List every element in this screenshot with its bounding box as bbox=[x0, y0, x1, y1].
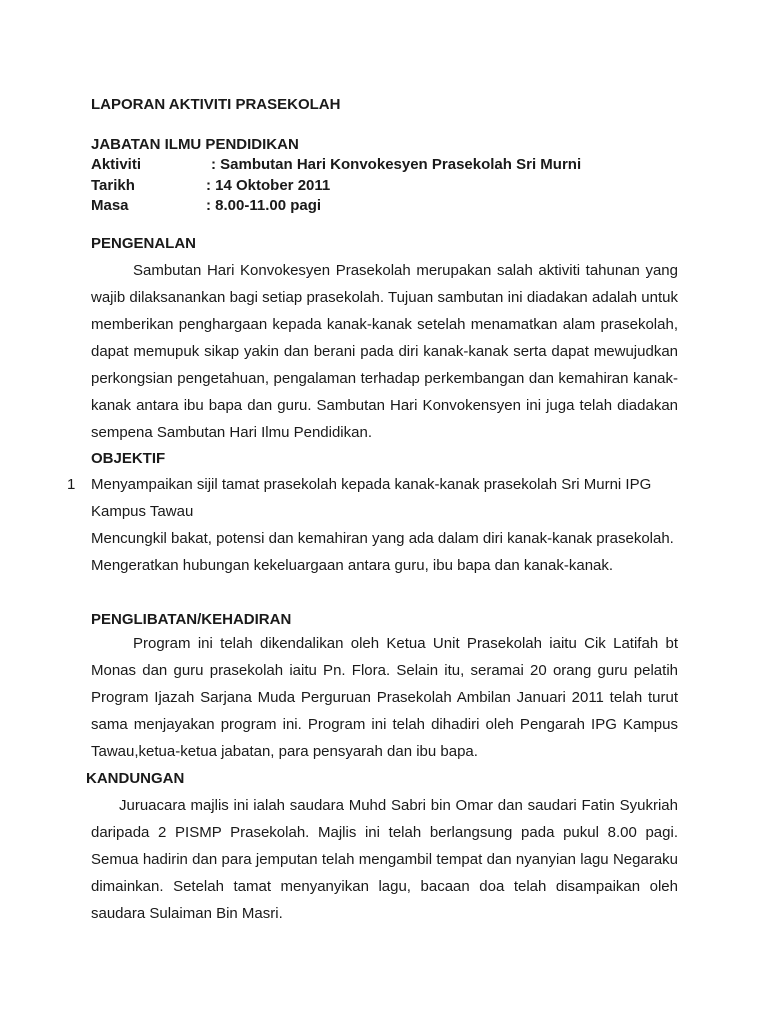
pengenalan-heading: PENGENALAN bbox=[91, 235, 197, 252]
kandungan-heading: KANDUNGAN bbox=[86, 770, 185, 787]
kandungan-paragraph: Juruacara majlis ini ialah saudara Muhd Sabri bin Omar dan saudari Fatin Syukriah daripada 2 PISMP Prasekolah. Majlis ini telah berlangsung pada pukul 8.00 pagi. Semua hadirin dan para jemputan telah mengambil tempat dan nyanyian lagu Negaraku dimainkan. Setelah tamat menyanyikan lagu, bacaan doa telah disampaikan oleh saudara Sulaiman Bin Masri. bbox=[91, 797, 678, 922]
meta-value-aktiviti: : Sambutan Hari Konvokesyen Prasekolah Sri Murni bbox=[211, 156, 582, 173]
meta-value-masa: : 8.00-11.00 pagi bbox=[206, 197, 322, 214]
report-title: LAPORAN AKTIVITI PRASEKOLAH bbox=[91, 96, 341, 113]
penglibatan-paragraph: Program ini telah dikendalikan oleh Ketua Unit Prasekolah iaitu Cik Latifah bt Monas dan guru prasekolah iaitu Pn. Flora. Selain itu, seramai 20 orang guru pelatih Program Ijazah Sarjana Muda Perguruan Prasekolah Ambilan Januari 2011 telah turut sama menjayakan program ini. Program ini telah dihadiri oleh Pengarah IPG Kampus Tawau,ketua-ketua jabatan, para pensyarah dan ibu bapa. bbox=[91, 635, 678, 760]
department-heading: JABATAN ILMU PENDIDIKAN bbox=[91, 136, 299, 153]
objektif-item-1-line-2: Kampus Tawau bbox=[91, 503, 194, 520]
pengenalan-paragraph: Sambutan Hari Konvokesyen Prasekolah merupakan salah aktiviti tahunan yang wajib dilaksanankan bagi setiap prasekolah. Tujuan sambutan ini diadakan adalah untuk memberikan penghargaan kepada kanak-kanak setelah menamatkan alam prasekolah, dapat memupuk sikap yakin dan berani pada diri kanak-kanak serta dapat mewujudkan perkongsian pengetahuan, pengalaman terhadap perkembangan dan kemahiran kanak-kanak antara ibu bapa dan guru. Sambutan Hari Konvokensyen ini juga telah diadakan sempena Sambutan Hari Ilmu Pendidikan. bbox=[91, 262, 678, 441]
objektif-heading: OBJEKTIF bbox=[91, 450, 166, 467]
objektif-item-2: Mencungkil bakat, potensi dan kemahiran yang ada dalam diri kanak-kanak prasekolah. bbox=[91, 530, 674, 547]
penglibatan-heading: PENGLIBATAN/KEHADIRAN bbox=[91, 611, 292, 628]
meta-label-tarikh: Tarikh bbox=[91, 177, 135, 194]
meta-label-aktiviti: Aktiviti bbox=[91, 156, 142, 173]
meta-value-tarikh: : 14 Oktober 2011 bbox=[206, 177, 331, 194]
objektif-item-1-line-1: Menyampaikan sijil tamat prasekolah kepada kanak-kanak prasekolah Sri Murni IPG bbox=[91, 476, 652, 493]
objektif-list-number: 1 bbox=[67, 476, 76, 493]
meta-label-masa: Masa bbox=[91, 197, 129, 214]
objektif-item-3: Mengeratkan hubungan kekeluargaan antara guru, ibu bapa dan kanak-kanak. bbox=[91, 557, 614, 574]
